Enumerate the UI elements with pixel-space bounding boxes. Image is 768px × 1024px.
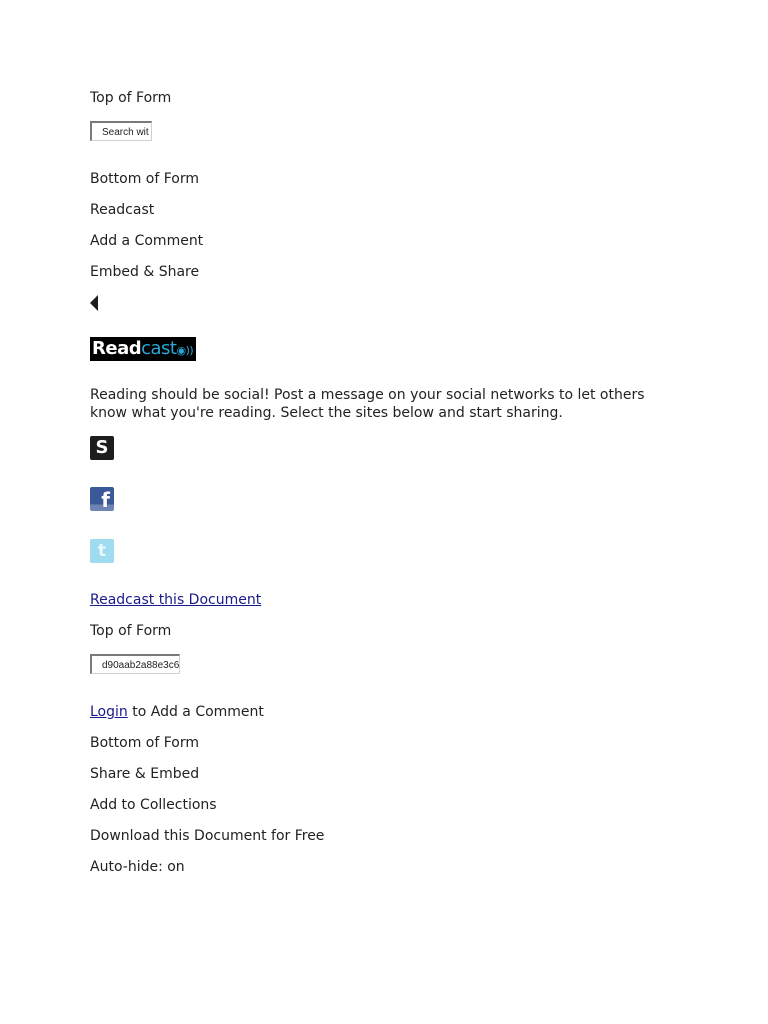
search-field-wrapper	[90, 121, 152, 141]
broadcast-waves-icon: ◉))	[176, 344, 194, 357]
collapse-arrow-icon[interactable]	[90, 295, 98, 311]
add-comment-menu-item[interactable]: Add a Comment	[90, 233, 204, 249]
twitter-icon[interactable]: t	[90, 539, 114, 563]
document-id-input[interactable]	[92, 657, 179, 674]
add-collections-menu-item[interactable]: Add to Collections	[90, 797, 217, 813]
readcast-link-line	[90, 591, 261, 609]
logo-text-read: Read	[92, 338, 142, 359]
hidden-field-wrapper	[90, 654, 180, 674]
share-embed-menu-item[interactable]: Share & Embed	[90, 766, 200, 782]
login-suffix-text: to Add a Comment	[127, 704, 264, 720]
form-bottom-label: Bottom of Form	[90, 171, 200, 187]
form-top-label-2: Top of Form	[90, 623, 172, 639]
download-menu-item[interactable]: Download this Document for Free	[90, 828, 325, 844]
readcast-description: Reading should be social! Post a message on your social networks to let others know what you're reading. Select the sites below and start sharing.	[90, 387, 645, 421]
readcast-document-link[interactable]: Readcast this Document	[90, 592, 262, 608]
readcast-logo	[90, 337, 196, 361]
readcast-menu-item[interactable]: Readcast	[90, 202, 155, 218]
scribd-icon[interactable]: S	[90, 436, 114, 460]
login-line	[90, 703, 264, 721]
facebook-icon[interactable]: f	[90, 487, 114, 511]
logo-text-cast: cast	[141, 338, 177, 359]
form-bottom-label-2: Bottom of Form	[90, 735, 200, 751]
login-link[interactable]: Login	[90, 704, 128, 720]
embed-share-menu-item[interactable]: Embed & Share	[90, 264, 200, 280]
autohide-toggle[interactable]: Auto-hide: on	[90, 859, 185, 875]
search-input[interactable]	[92, 124, 151, 141]
form-top-label: Top of Form	[90, 90, 172, 106]
